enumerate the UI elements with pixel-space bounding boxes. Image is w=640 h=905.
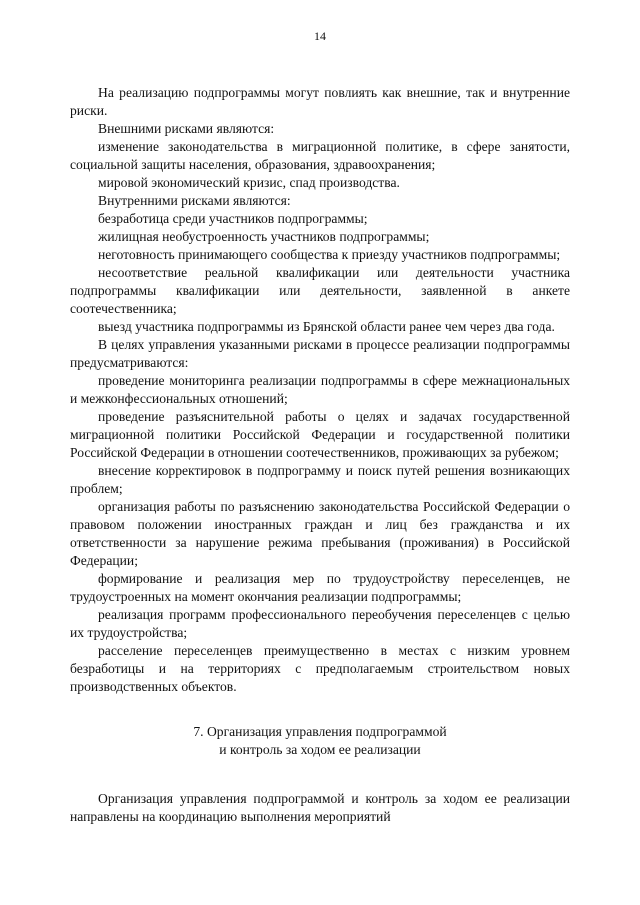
paragraph: формирование и реализация мер по трудоустройству переселенцев, не трудоустроенных на момент окончания реализации подпрограммы; [70, 571, 570, 604]
section-heading [70, 723, 570, 759]
paragraph: неготовность принимающего сообщества к приезду участников подпрограммы; [98, 247, 561, 262]
paragraph: внесение корректировок в подпрограмму и поиск путей решения возникающих проблем; [70, 463, 570, 496]
paragraph: несоответствие реальной квалификации или деятельности участника подпрограммы квалификации или деятельности, заявленной в анкете соотечественника; [70, 265, 570, 316]
paragraph: Внутренними рисками являются: [98, 193, 291, 208]
paragraph: На реализацию подпрограммы могут повлиять как внешние, так и внутренние риски. [70, 85, 570, 118]
paragraph: изменение законодательства в миграционной политике, в сфере занятости, социальной защиты населения, образования, здравоохранения; [70, 139, 570, 172]
page-number: 14 [314, 29, 326, 43]
paragraph: проведение разъяснительной работы о целях и задачах государственной миграционной политики Российской Федерации и государственной политики Российской Федерации в отношении соотечественников, проживающих за рубежом; [70, 409, 570, 460]
paragraph: проведение мониторинга реализации подпрограммы в сфере межнациональных и межконфессиональных отношений; [70, 373, 570, 406]
paragraph: Внешними рисками являются: [98, 121, 275, 136]
paragraph: выезд участника подпрограммы из Брянской области ранее чем через два года. [98, 319, 555, 334]
paragraph: расселение переселенцев преимущественно в местах с низким уровнем безработицы и на территориях с предполагаемым строительством новых производственных объектов. [70, 643, 570, 694]
section-heading-line2: и контроль за ходом ее реализации [219, 742, 421, 757]
final-paragraph: Организация управления подпрограммой и контроль за ходом ее реализации направлены на координацию выполнения мероприятий [70, 791, 570, 824]
paragraph: безработица среди участников подпрограммы; [98, 211, 368, 226]
paragraph: реализация программ профессионального переобучения переселенцев с целью их трудоустройства; [70, 607, 570, 640]
paragraph: организация работы по разъяснению законодательства Российской Федерации о правовом положении иностранных граждан и лиц без гражданства и их ответственности за нарушение режима пребывания (проживания) в Российской Федерации; [70, 499, 570, 568]
paragraph: жилищная необустроенность участников подпрограммы; [98, 229, 430, 244]
paragraph: мировой экономический кризис, спад производства. [98, 175, 400, 190]
paragraph: В целях управления указанными рисками в процессе реализации подпрограммы предусматриваются: [70, 337, 570, 370]
section-heading-line1: 7. Организация управления подпрограммой [193, 724, 447, 739]
page-content [70, 84, 570, 826]
